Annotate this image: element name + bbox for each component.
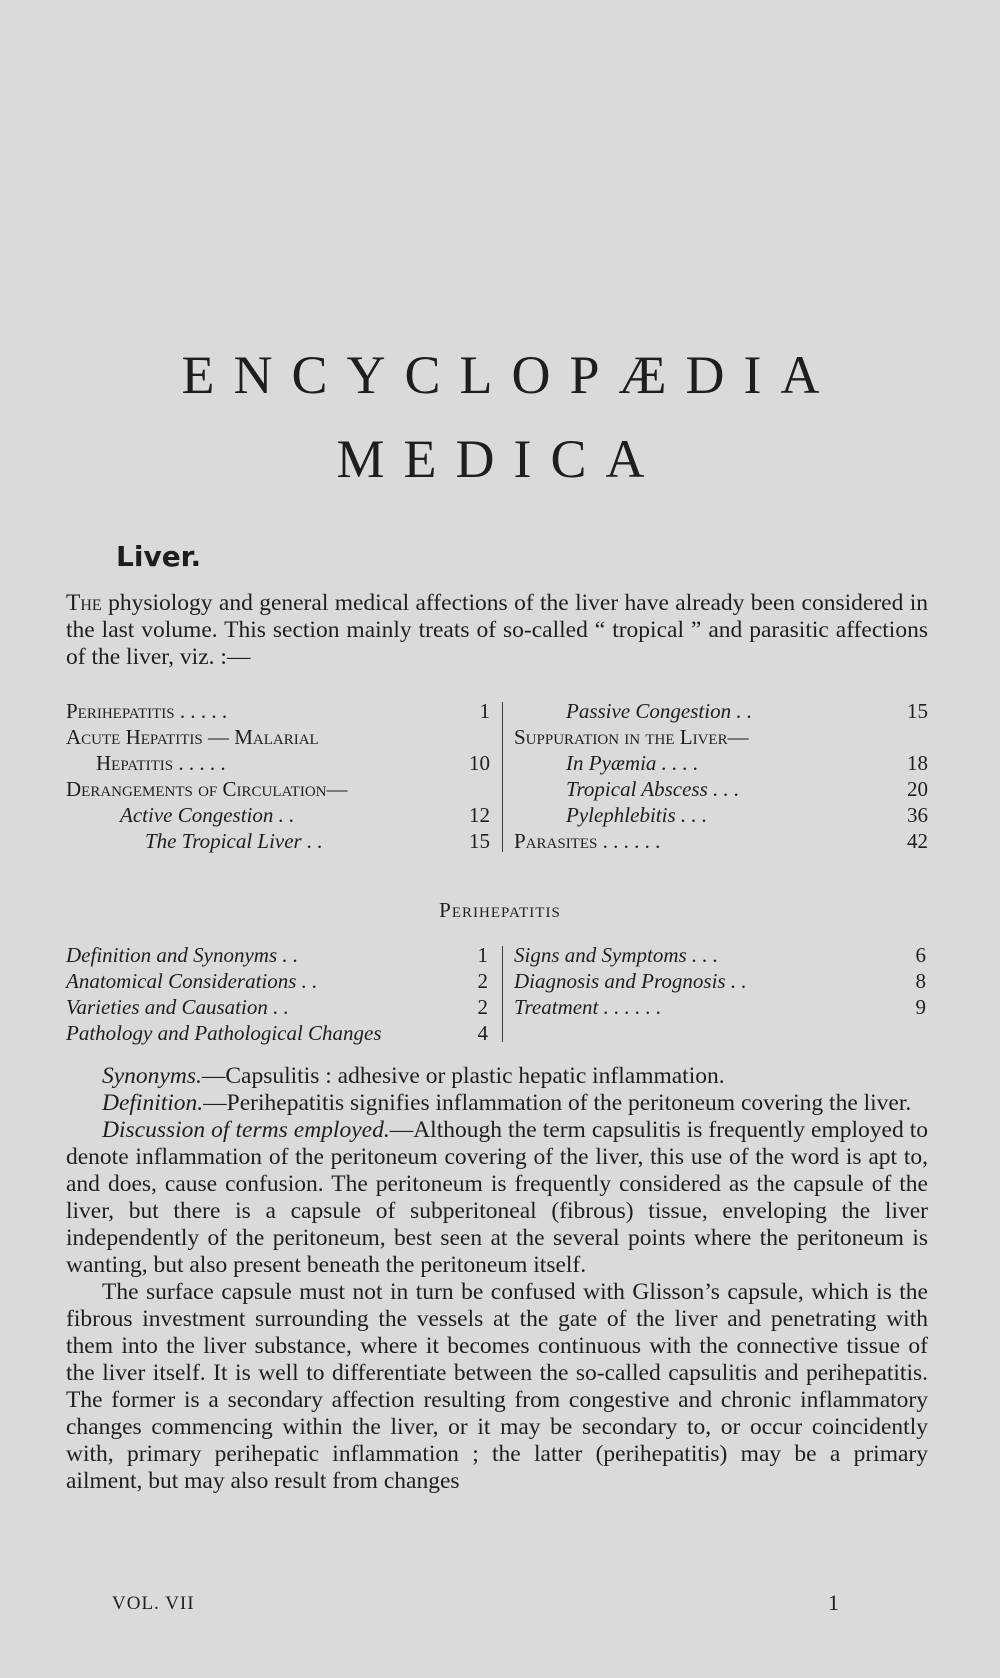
toc-entry: Varieties and Causation . . xyxy=(66,995,289,1019)
paragraph-term: Discussion of terms employed. xyxy=(102,1117,390,1143)
toc-entry: Treatment . . . . . . xyxy=(514,995,662,1019)
toc-page-number: 18 xyxy=(907,751,928,775)
book-title-line-2: MEDICA xyxy=(336,429,664,489)
volume-label: VOL. VII xyxy=(112,1593,195,1614)
toc-entry: Acute Hepatitis — Malarial xyxy=(66,725,319,749)
toc-page-number: 10 xyxy=(469,751,490,775)
toc-entry: Active Congestion . . xyxy=(120,803,295,827)
toc-entry: Diagnosis and Prognosis . . xyxy=(514,969,747,993)
toc-entry: Parasites . . . . . . xyxy=(514,829,661,853)
paragraph-synonyms xyxy=(66,1063,928,1090)
column-divider xyxy=(502,946,503,1042)
toc-entry: Definition and Synonyms . . xyxy=(66,943,299,967)
page-number: 1 xyxy=(828,1590,839,1615)
toc-page-number: 15 xyxy=(469,829,490,853)
toc-page-number: 1 xyxy=(477,943,488,967)
body-text xyxy=(66,1063,928,1495)
toc-page-number: 2 xyxy=(477,995,488,1019)
paragraph-discussion xyxy=(66,1117,928,1279)
paragraph-text: The surface capsule must not in turn be confused with Glisson’s capsule, which is the fibrous investment surrounding the vessels at the gate of the liver and penetrating with them into the liver substance, where it becomes continuous with the connective tissue of the liver itself. It is well to differentiate between the so-called capsulitis and perihepatitis. The former is a secondary affection resulting from congestive and chronic inflammatory changes commencing within the liver, or it may be secondary to, or occur coincidently with, primary perihepatic inflammation ; the latter (perihepatitis) may be a primary ailment, but may also result from changes xyxy=(66,1279,928,1494)
toc-page-number: 42 xyxy=(907,829,928,853)
toc-entry: Derangements of Circulation— xyxy=(66,777,348,801)
intro-text: physiology and general medical affections of the liver have already been considered in the last volume. This section mainly treats of so-called “ tropical ” and parasitic affections of the liver, viz. :— xyxy=(66,590,928,670)
book-title-line-1: ENCYCLOPÆDIA xyxy=(181,345,839,405)
toc-page-number: 8 xyxy=(915,969,926,993)
toc-entry: Perihepatitis . . . . . xyxy=(66,699,228,723)
toc-page-number: 36 xyxy=(907,803,928,827)
toc-entry: Pathology and Pathological Changes xyxy=(66,1021,382,1045)
toc-entry: Passive Congestion . . xyxy=(566,699,753,723)
toc-entry: Hepatitis . . . . . xyxy=(96,751,226,775)
paragraph-text: —Perihepatitis signifies inflammation of the peritoneum covering the liver. xyxy=(203,1090,912,1116)
toc-page-number: 20 xyxy=(907,777,928,801)
intro-lead-word: The xyxy=(66,590,102,616)
paragraph-term: Synonyms. xyxy=(102,1063,202,1089)
toc-entry: The Tropical Liver . . xyxy=(145,829,323,853)
paragraph-text: —Although the term capsulitis is frequently employed to denote inflammation of the peritoneum covering of the liver, this use of the word is apt to, and does, cause confusion. The peritoneum is frequently considered as the capsule of the liver, but there is a capsule of subperitoneal (fibrous) tissue, enveloping the liver independently of the peritoneum, best seen at the several points where the peritoneum is wanting, but also present beneath the peritoneum itself. xyxy=(66,1117,929,1278)
section-heading: Liver. xyxy=(116,540,202,573)
paragraph-text: —Capsulitis : adhesive or plastic hepatic inflammation. xyxy=(201,1063,725,1089)
subsection-heading: Perihepatitis xyxy=(439,898,561,922)
toc-entry: Tropical Abscess . . . xyxy=(566,777,740,801)
paragraph-term: Definition. xyxy=(102,1090,204,1116)
toc-page-number: 15 xyxy=(907,699,928,723)
toc-page-number: 4 xyxy=(477,1021,488,1045)
toc-entry: In Pyæmia . . . . xyxy=(566,751,699,775)
paragraph-definition xyxy=(66,1090,928,1117)
toc-entry: Anatomical Considerations . . xyxy=(66,969,318,993)
toc-page-number: 9 xyxy=(915,995,926,1019)
paragraph-capsule xyxy=(66,1279,928,1495)
toc-entry: Suppuration in the Liver— xyxy=(514,725,749,749)
toc-page-number: 6 xyxy=(915,943,926,967)
toc-page-number: 12 xyxy=(469,803,490,827)
toc-page-number: 1 xyxy=(479,699,490,723)
toc-entry: Signs and Symptoms . . . xyxy=(514,943,719,967)
toc-page-number: 2 xyxy=(477,969,488,993)
toc-entry: Pylephlebitis . . . xyxy=(566,803,708,827)
